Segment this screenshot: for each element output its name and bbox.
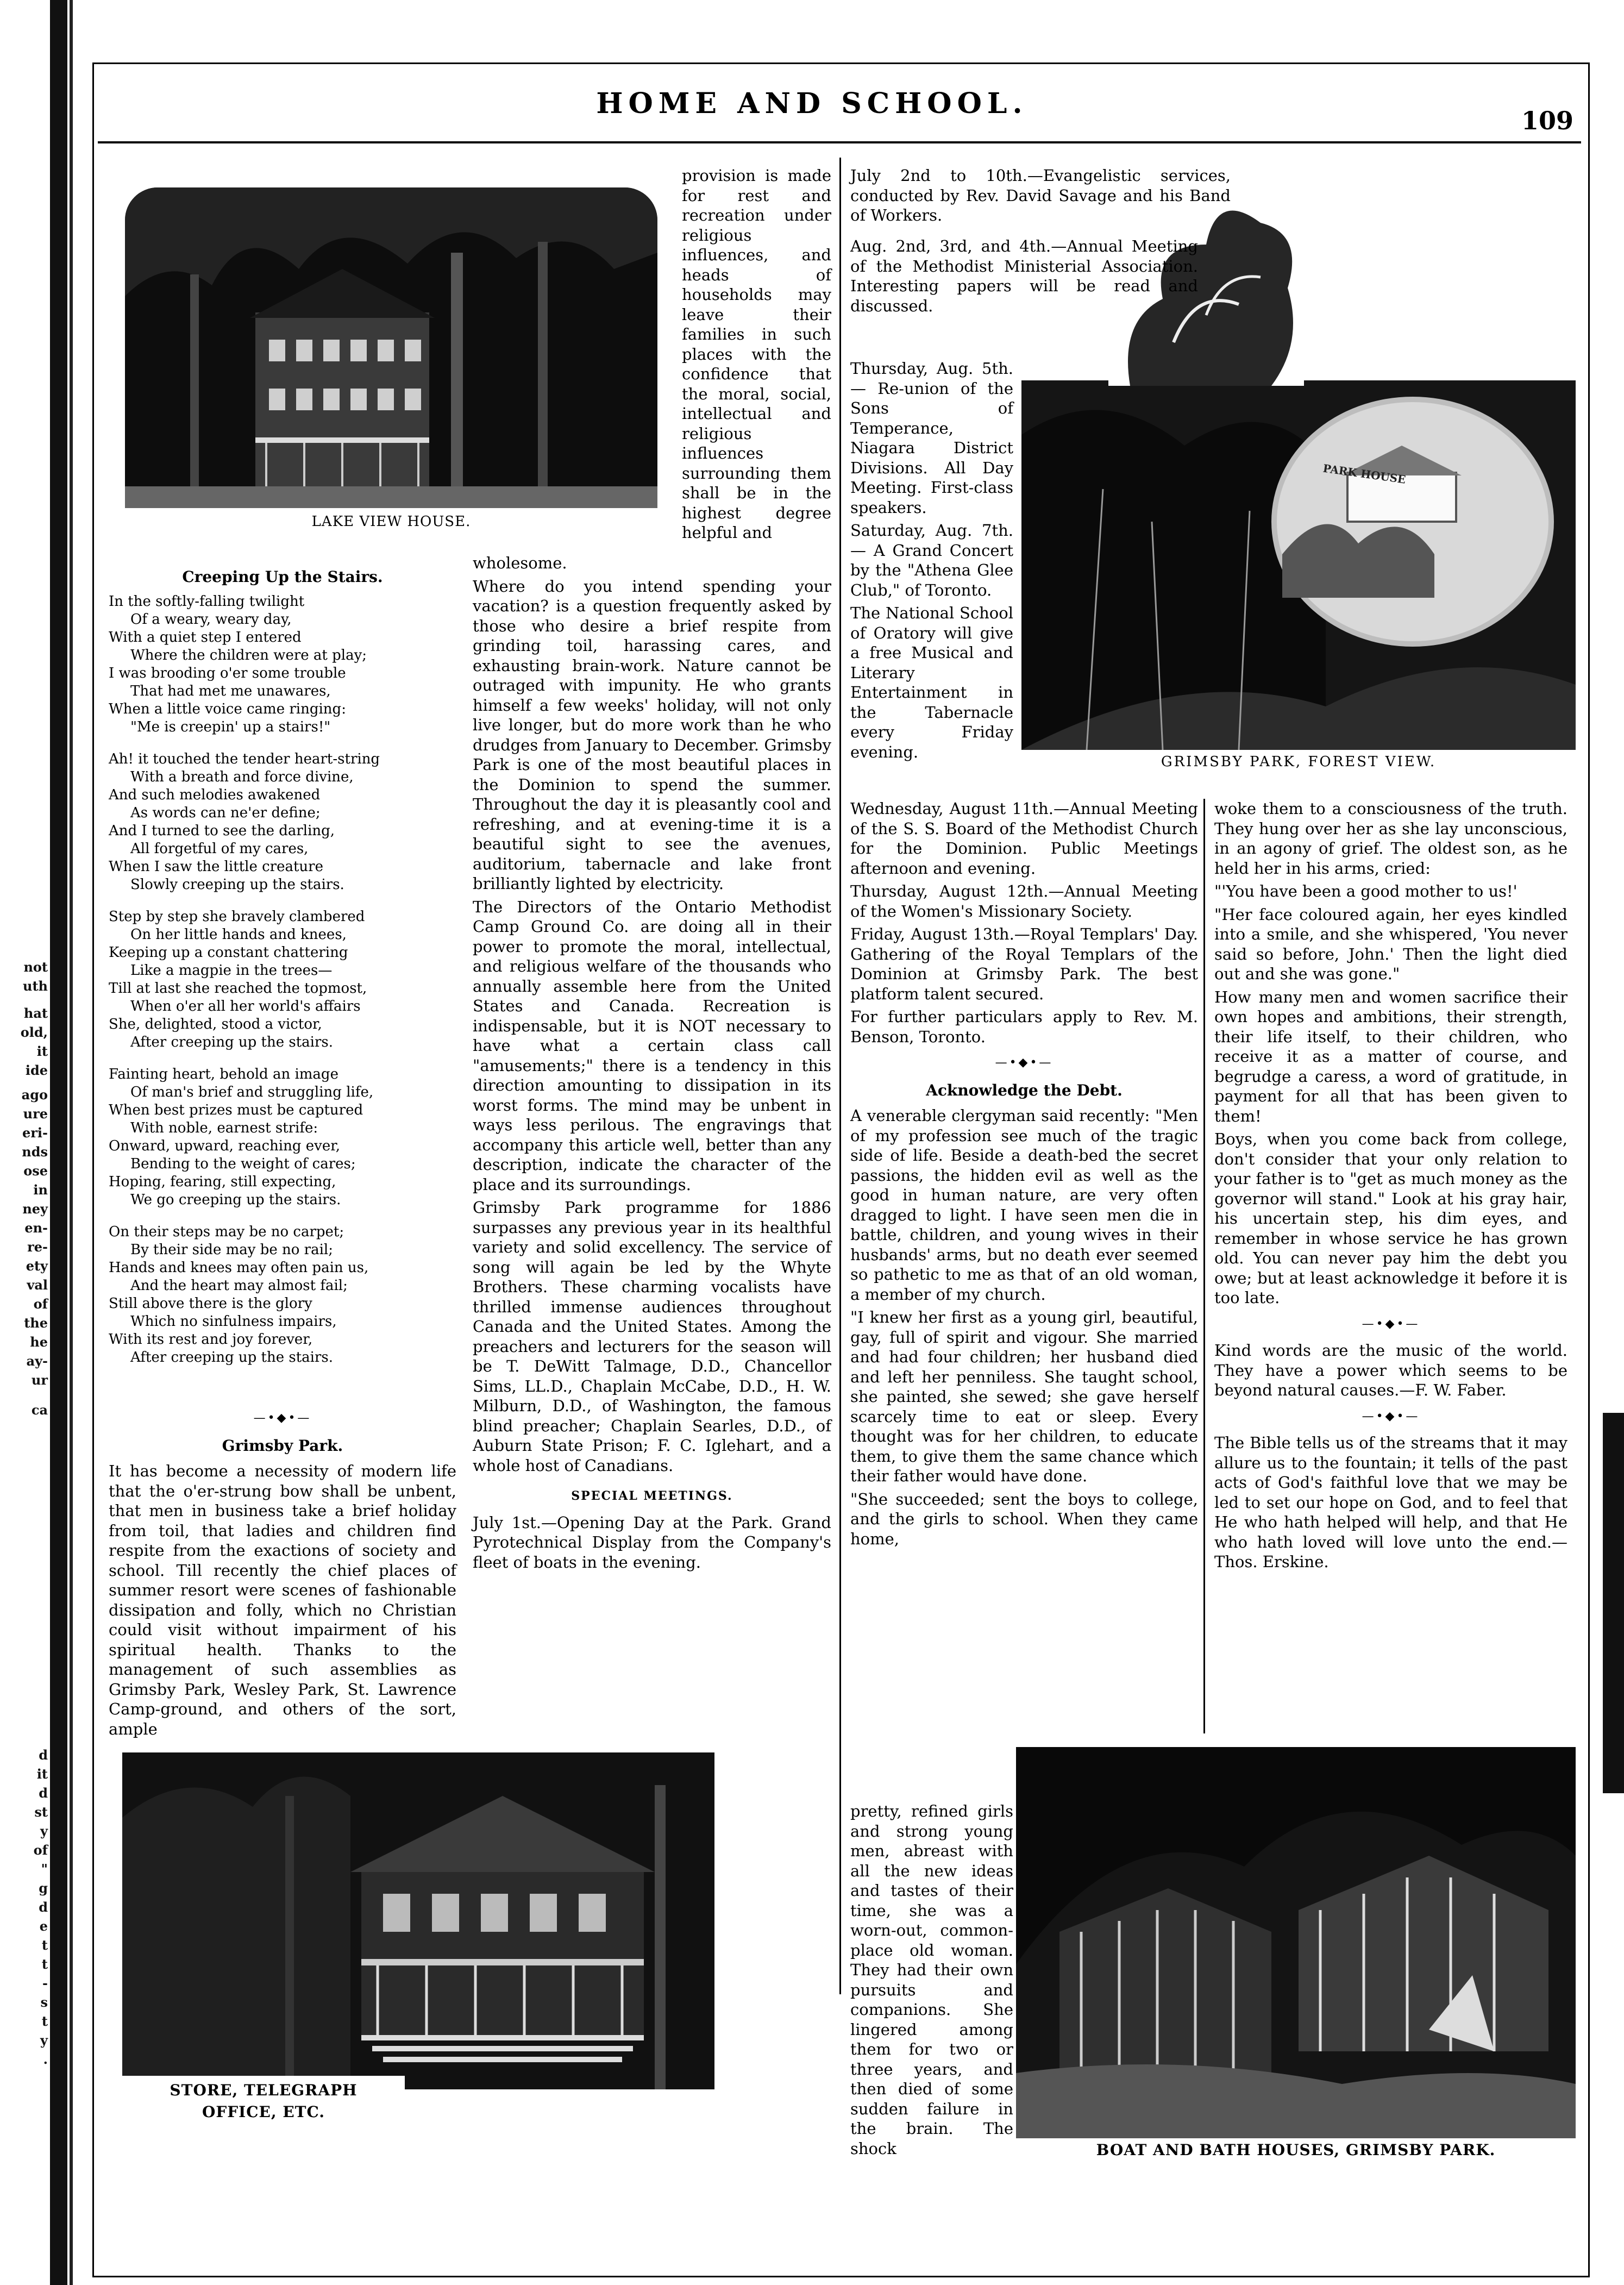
poem-line: After creeping up the stairs. — [130, 1034, 333, 1050]
poem-line: I was brooding o'er some trouble — [109, 665, 346, 681]
poem-line: And I turned to see the darling, — [109, 822, 335, 839]
special-meeting-aug13: Friday, August 13th.—Royal Templars' Day. Gathering of the Royal Templars of the Dominion at Grimsby Park. The best platform talent secured. — [850, 925, 1198, 1003]
grimsby-title: Grimsby Park. — [222, 1436, 343, 1455]
left-page-fragment: ney — [22, 1201, 48, 1217]
poem-line: With its rest and joy forever, — [109, 1331, 313, 1348]
left-page-fragment: ide — [25, 1062, 48, 1078]
grimsby-para1: It has become a necessity of modern life that the o'er-strung bow shall be unbent, that men in business take a brief holiday from toil, that ladies and children find respite from the exactions of society and school. Till recently the chief places of summer resort were scenes of fashionable dissipation and folly, which no Christian could visit without impairment of his spiritual health. Thanks to the management of such assemblies as Grimsby Park, Wesley Park, St. Lawrence Camp-ground, and others of the sort, ample — [109, 1462, 456, 1738]
poem-stanza-4 — [109, 1066, 456, 1209]
page-number: 109 — [1521, 106, 1574, 135]
grimsby-para4: Grimsby Park programme for 1886 surpasses any previous year in its healthful variety and solid excellency. The service of song will again be led by the Whyte Brothers. These charming vocalists have thrilled immense audiences throughout Canada and the United States. Among the preachers and lecturers for the season will be T. DeWitt Talmage, D.D., Chancellor Sims, LL.D., Chaplain McCabe, D.D., H. W. Milburn, D.D., of Washington, the famous blind preacher; Chaplain Searles, D.D., of Auburn State Prison; F. C. Iglehart, and a whole host of Canadians. — [473, 1198, 831, 1475]
poem-line: We go creeping up the stairs. — [130, 1191, 341, 1208]
section-ornament: —•◆•— — [1362, 1317, 1420, 1331]
special-meeting-aug5: Thursday, Aug. 5th. — Re-union of the Sons of Temperance, Niagara District Divisions. All Day Meeting. First-class speakers. — [850, 359, 1013, 517]
left-page-fragment: old, — [20, 1024, 48, 1040]
left-page-fragment: it — [36, 1766, 48, 1782]
special-meeting-contact: For further particulars apply to Rev. M. Benson, Toronto. — [850, 1007, 1198, 1046]
left-page-fragment: d — [39, 1899, 48, 1915]
store-caption-box — [122, 2076, 405, 2141]
left-page-fragment: ay- — [26, 1353, 48, 1369]
debt-col3-narrow — [850, 1801, 1013, 2162]
poem-line: And the heart may almost fail; — [130, 1277, 348, 1294]
poem-line: Fainting heart, behold an image — [109, 1066, 338, 1082]
special-meetings-col3-narrow — [850, 359, 1013, 765]
poem-line: Of man's brief and struggling life, — [130, 1084, 374, 1100]
boat-bath-houses-engraving — [1016, 1747, 1576, 2138]
header-rule — [98, 141, 1581, 143]
poem-line: She, delighted, stood a victor, — [109, 1016, 322, 1032]
left-page-fragment: hat — [23, 1005, 48, 1021]
left-page-fragment: not — [23, 959, 48, 975]
left-page-fragment: - — [42, 1975, 48, 1991]
poem-line: When best prizes must be captured — [109, 1101, 363, 1118]
left-page-fragment: eri- — [22, 1125, 48, 1141]
debt-col4-c: "Her face coloured again, her eyes kindled into a smile, and she whispered, 'You never said so before, John.' Then the light died out and she was gone." — [1214, 905, 1567, 983]
poem-line: Where the children were at play; — [130, 647, 367, 663]
special-meeting-aug7: Saturday, Aug. 7th. — A Grand Concert by the "Athena Glee Club," of Toronto. — [850, 521, 1013, 599]
poem-line: By their side may be no rail; — [130, 1241, 333, 1258]
special-meetings-title: SPECIAL MEETINGS. — [571, 1489, 733, 1503]
debt-col4-a: woke them to a consciousness of the truth. They hung over her as she lay unconscious, in an agony of grief. The oldest son, as he held her in his arms, cried: — [1214, 799, 1567, 878]
binding-line — [70, 0, 73, 2285]
poem-line: As words can ne'er define; — [130, 804, 321, 821]
left-page-fragment: y — [40, 1823, 48, 1839]
left-page-fragment: t — [41, 2013, 48, 2029]
poem-line: With a breath and force divine, — [130, 768, 354, 785]
poem-line: Till at last she reached the topmost, — [109, 980, 367, 997]
special-meeting-aug12: Thursday, August 12th.—Annual Meeting of the Women's Missionary Society. — [850, 882, 1198, 921]
poem-line: Still above there is the glory — [109, 1295, 312, 1312]
special-meetings-col3-top — [850, 166, 1231, 229]
poem-line: On their steps may be no carpet; — [109, 1223, 344, 1240]
poem-line: Of a weary, weary day, — [130, 611, 292, 628]
left-page-fragment: " — [41, 1861, 48, 1877]
special-meeting-oratory: The National School of Oratory will give a free Musical and Literary Entertainment in the Tabernacle every Friday evening. — [850, 604, 1013, 761]
lake-view-house-engraving — [125, 187, 657, 508]
forest-view-engraving — [1021, 380, 1576, 750]
left-page-fragment: ur — [31, 1372, 48, 1388]
poem-line: That had met me unawares, — [130, 683, 331, 699]
left-page-fragment: t — [41, 1956, 48, 1972]
left-page-fragment: it — [36, 1043, 48, 1059]
grimsby-para2: Where do you intend spending your vacation? is a question frequently asked by those who desire a brief respite from grinding toil, harassing cares, and exhausting brain-work. Nature cannot be outraged with impunity. He who grants himself a few weeks' holiday, will not only live longer, but do more work than he who drudges from January to December. Grimsby Park is one of the most beautiful places in the Dominion to spend the summer. Throughout the day it is pleasantly cool and refreshing, and at evening-time it is a beautiful sight to see the avenues, auditorium, tabernacle and lake front brilliantly lighted by electricity. — [473, 577, 831, 893]
poem-line: When o'er all her world's affairs — [130, 998, 361, 1015]
left-page-fragment: the — [24, 1315, 48, 1331]
left-page-fragment: ose — [23, 1163, 48, 1179]
debt-col4-d: How many men and women sacrifice their own hopes and ambitions, their strength, their life itself, to their children, who receive it as a matter of course, and begrudge a caress, a word of gratitude, in payment for all that has been given to them! — [1214, 987, 1567, 1125]
page-header: HOME AND SCHOOL. — [596, 87, 1028, 120]
poem-stanza-3 — [109, 908, 456, 1051]
poem-stanza-2 — [109, 750, 456, 894]
left-page-fragment: nds — [22, 1144, 48, 1160]
poem-title: Creeping Up the Stairs. — [182, 568, 383, 586]
poem-creeping-up-the-stairs — [109, 560, 456, 1381]
store-telegraph-engraving — [122, 1752, 714, 2089]
kind-words-quote: Kind words are the music of the world. They have a power which seems to be beyond natural causes.—F. W. Faber. — [1214, 1341, 1567, 1399]
park-house-sign: PARK HOUSE — [1322, 461, 1407, 486]
left-page-fragment: t — [41, 1937, 48, 1953]
poem-line: Keeping up a constant chattering — [109, 944, 348, 961]
poem-line: In the softly-falling twilight — [109, 593, 305, 610]
left-page-fragment: of — [33, 1842, 48, 1858]
poem-line: On her little hands and knees, — [130, 926, 347, 943]
grimsby-col2-top — [682, 166, 831, 546]
debt-para3-cont: pretty, refined girls and strong young men, abreast with all the new ideas and tastes of their time, she was a worn-out, common-place old woman. They had their own pursuits and companions. She lingered among them for two or three years, and then died of some sudden failure in the brain. The shock — [850, 1802, 1013, 2158]
poem-line: Which no sinfulness impairs, — [130, 1313, 337, 1330]
debt-col4-b: "'You have been a good mother to us!' — [1214, 882, 1518, 900]
left-page-fragment: val — [27, 1277, 48, 1293]
special-meetings-col3-c — [850, 799, 1198, 1552]
left-page-fragment: en- — [24, 1220, 48, 1236]
section-ornament: —•◆•— — [253, 1411, 312, 1425]
poem-line: When a little voice came ringing: — [109, 700, 346, 717]
right-edge-tab — [1603, 1413, 1624, 1793]
poem-line: Like a magpie in the trees— — [130, 962, 333, 979]
poem-line: Slowly creeping up the stairs. — [130, 876, 344, 893]
left-page-fragment: he — [30, 1334, 48, 1350]
poem-line: After creeping up the stairs. — [130, 1349, 333, 1366]
left-page-fragment: e — [39, 1918, 48, 1934]
column-rule-2 — [839, 158, 841, 1994]
poem-line: And such melodies awakened — [109, 786, 321, 803]
store-caption-line2: OFFICE, ETC. — [202, 2103, 325, 2121]
left-page-fragment: st — [34, 1804, 48, 1820]
poem-line: With noble, earnest strife: — [130, 1119, 318, 1136]
left-page-fragment: in — [33, 1182, 48, 1198]
special-meetings-col3-b — [850, 236, 1198, 319]
left-page-edge — [0, 0, 48, 2285]
debt-col4-e: Boys, when you come back from college, don't consider that your only relation to your father is to "get as much money as the governor will stand." Look at his gray hair, his uncertain step, his dim eyes, and remember in whose service he has grown old. You can never pay him the debt you owe; but at least acknowledge it before it is too late. — [1214, 1130, 1567, 1307]
debt-col4 — [1214, 799, 1567, 1575]
section-ornament: —•◆•— — [995, 1056, 1054, 1069]
left-page-fragment: d — [39, 1747, 48, 1763]
boat-bath-caption: BOAT AND BATH HOUSES, GRIMSBY PARK. — [1096, 2141, 1496, 2159]
bible-quote: The Bible tells us of the streams that it may allure us to the fountain; it tells of the past acts of God's faithful love that we may be led to set our hope on God, and to feel that He who hath helped will help, and that He who hath loved will love unto the end.—Thos. Erskine. — [1214, 1433, 1567, 1571]
poem-line: Bending to the weight of cares; — [130, 1155, 356, 1172]
grimsby-col2-top-text: provision is made for rest and recreation under religious influences, and heads of households may leave their families in such places with the confidence that the moral, social, intellectual and religious influences surrounding them shall be in the highest degree helpful and — [682, 166, 831, 542]
poem-line: Hoping, fearing, still expecting, — [109, 1173, 336, 1190]
poem-line: Step by step she bravely clambered — [109, 908, 365, 925]
poem-line: With a quiet step I entered — [109, 629, 302, 646]
poem-stanza-1 — [109, 593, 456, 736]
special-meeting-aug11: Wednesday, August 11th.—Annual Meeting of the S. S. Board of the Methodist Church for the Dominion. Public Meetings afternoon and evening. — [850, 799, 1198, 878]
lake-view-caption: LAKE VIEW HOUSE. — [311, 514, 471, 530]
poem-line: "Me is creepin' up a stairs!" — [130, 718, 331, 735]
poem-line: Ah! it touched the tender heart-string — [109, 750, 380, 767]
binding-shadow — [50, 0, 67, 2285]
section-ornament: —•◆•— — [1362, 1409, 1420, 1423]
special-meeting-july1: July 1st.—Opening Day at the Park. Grand Pyrotechnical Display from the Company's fleet of boats in the evening. — [473, 1513, 831, 1572]
poem-line: Hands and knees may often pain us, — [109, 1259, 369, 1276]
debt-para3: "She succeeded; sent the boys to college, and the girls to school. When they came home, — [850, 1489, 1198, 1548]
left-page-fragment: ago — [21, 1087, 48, 1103]
grimsby-article-col2 — [473, 553, 831, 1575]
poem-line: When I saw the little creature — [109, 858, 323, 875]
left-page-fragment: of — [33, 1296, 48, 1312]
left-page-fragment: y — [40, 2032, 48, 2048]
poem-line: All forgetful of my cares, — [130, 840, 309, 857]
forest-view-caption: GRIMSBY PARK, FOREST VIEW. — [1161, 754, 1437, 770]
poem-line: Onward, upward, reaching ever, — [109, 1137, 341, 1154]
special-meeting-july2: July 2nd to 10th.—Evangelistic services, conducted by Rev. David Savage and his Band of Workers. — [850, 166, 1231, 224]
left-page-fragment: g — [39, 1880, 48, 1896]
debt-para1: A venerable clergyman said recently: "Men of my profession see much of the tragic side of life. Beside a death-bed the secret passions, the hidden evil as well as the good in human nature, are very often dragged to light. I have seen men die in battle, children, and young wives in their husbands' arms, but no death ever seemed so pathetic to me as that of an old woman, a member of my church. — [850, 1106, 1198, 1304]
left-page-fragment: d — [39, 1785, 48, 1801]
left-page-fragment: ure — [23, 1106, 48, 1122]
left-page-fragment: s — [40, 1994, 48, 2010]
left-page-fragment: ca — [31, 1402, 48, 1418]
grimsby-col2-cont: wholesome. — [473, 554, 567, 572]
left-page-fragment: re- — [27, 1239, 48, 1255]
grimsby-article-col1 — [109, 1402, 456, 1742]
left-page-fragment: . — [43, 2051, 48, 2067]
poem-stanza-5 — [109, 1223, 456, 1367]
left-page-fragment: uth — [23, 978, 48, 994]
debt-para2: "I knew her first as a young girl, beautiful, gay, full of spirit and vigour. She married and had four children; her husband died and left her penniless. She taught school, she painted, she sewed; she gave herself scarcely time to eat or sleep. Every thought was for her children, to educate them, to give them the same chance which their father would have done. — [850, 1308, 1198, 1485]
special-meeting-aug2: Aug. 2nd, 3rd, and 4th.—Annual Meeting of the Methodist Ministerial Association. Interesting papers will be read and discussed. — [850, 237, 1198, 315]
left-page-fragment: ety — [26, 1258, 48, 1274]
column-rule-3 — [1203, 799, 1205, 1733]
debt-title: Acknowledge the Debt. — [926, 1081, 1123, 1099]
grimsby-para3: The Directors of the Ontario Methodist Camp Ground Co. are doing all in their power to promote the moral, intellectual, and religious welfare of the thousands who annually assemble here from the United States and Canada. Recreation is indispensable, but it is NOT necessary to have what a certain class call "amusements;" there is a tendency in this direction amounting to dissipation in its worst forms. The mind may be unbent in ways less perilous. The engravings that accompany this article well, better than any description, indicate the character of the place and its surroundings. — [473, 897, 831, 1194]
store-caption-line1: STORE, TELEGRAPH — [170, 2081, 358, 2099]
